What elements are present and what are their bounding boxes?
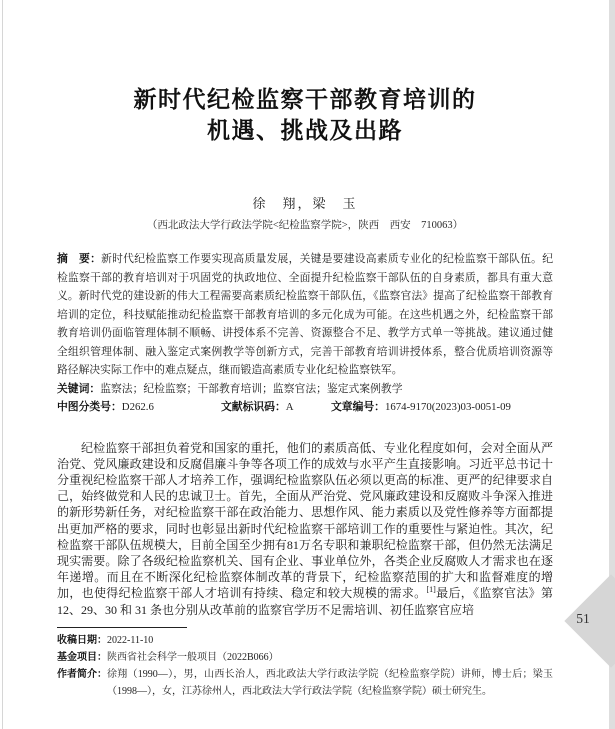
clc-value: D262.6 [121, 401, 154, 413]
author-bio-value: 徐翔（1990—），男，山西长治人，西北政法大学行政法学院（纪检监察学院）讲师，博士后；梁玉（1998—），女，江苏徐州人，西北政法大学行政法学院（纪检监察学院）硕士研究生。 [107, 668, 553, 697]
page-number: 51 [576, 611, 590, 626]
article-title [57, 84, 553, 146]
article-content [57, 0, 553, 700]
doc-code-label: 文献标识码： [221, 401, 286, 413]
fund-project-value: 陕西省社会科学一般项目（2022B066） [107, 651, 279, 663]
body-text-part1: 纪检监察干部担负着党和国家的重托，他们的素质高低、专业化程度如何，会对全面从严治党、党风廉政建设和反腐倡廉斗争等各项工作的成效与水平产生直接影响。习近平总书记十分重视纪检监察干部人才培养工作，强调纪检监察队伍必须以更高的标准、更严的纪律要求自己，始终做党和人民的忠诚卫士。首先，全面从严治党、党风廉政建设和反腐败斗争深入推进的新形势新任务，对纪检监察干部在政治能力、思想作风、能力素质以及党性修养等方面都提出更加严格的要求，同时也彰显出新时代纪检监察干部培训工作的重要性与紧迫性。其次，纪检监察干部队伍规模大，目前全国至少拥有81万名专职和兼职纪检监察干部，但仍然无法满足现实需要。除了各级纪检监察机关、国有企业、事业单位外，各类企业反腐败人才需求也在逐年递增。而且在不断深化纪检监察体制改革的背景下，纪检监察范围的扩大和监督难度的增加，也使得纪检监察干部人才培训有持续、稳定和较大规模的需求。 [57, 440, 553, 601]
article-title-line1: 新时代纪检监察干部教育培训的 [133, 87, 477, 112]
article-authors: 徐 翔，梁 玉 [252, 196, 358, 211]
scan-left-edge [2, 0, 3, 729]
abstract-label: 摘 要： [57, 253, 102, 265]
body-paragraph [57, 440, 553, 618]
clc-group [57, 398, 221, 417]
meta-row [57, 398, 553, 417]
received-date-value: 2022-11-10 [107, 634, 154, 646]
article-affiliation: （西北政法大学行政法学院<纪检监察学院>，陕西 西安 710063） [146, 220, 464, 231]
abstract-block [57, 250, 553, 417]
article-title-line2: 机遇、挑战及出路 [207, 118, 403, 143]
article-id-label: 文章编号： [331, 401, 385, 413]
fund-project-label: 基金项目： [57, 651, 107, 663]
received-date-row [57, 632, 553, 649]
article-id-group [331, 398, 553, 417]
footnotes-block [57, 627, 553, 700]
author-bio-row [57, 666, 553, 700]
body-text-part2: 最后，《监察官法》第 12、29、30 和 31 条也分别从改革前的监察官学历不足需培训、初任监察官应培 [57, 586, 553, 617]
clc-label: 中图分类号： [57, 401, 122, 413]
keywords-text: 监察法；纪检监察；干部教育培训；监察官法；鉴定式案例教学 [100, 382, 403, 395]
abstract-paragraph [57, 250, 553, 380]
doc-code-value: A [285, 401, 294, 413]
fund-project-row [57, 649, 553, 666]
keywords-line [57, 380, 553, 399]
keywords-label: 关键词： [57, 382, 101, 395]
doc-code-group [221, 398, 331, 417]
author-bio-label: 作者简介： [57, 668, 107, 680]
footnote-divider [57, 627, 187, 628]
abstract-text: 新时代纪检监察工作要实现高质量发展，关键是要建设高素质专业化的纪检监察干部队伍。纪检监察干部的教育培训对于巩固党的执政地位、全面提升纪检监察干部队伍的自身素质，都具有重大意义。新时代党的建设新的伟大工程需要高素质纪检监察干部队伍，《监察官法》提高了纪检监察干部教育培训的定位，科技赋能推动纪检监察干部教育培训的多元化成为可能。在这些机遇之外，纪检监察干部教育培训仍面临管理体制不顺畅、讲授体系不完善、资源整合不足、教学方式单一等挑战。建议通过健全组织管理体制、融入鉴定式案例教学等创新方式，完善干部教育培训讲授体系，整合优质培训资源等路径解决实际工作中的难点疑点，继而锻造高素质专业化纪检监察铁军。 [57, 253, 553, 376]
citation-ref-1: [1] [426, 585, 436, 595]
received-date-label: 收稿日期： [57, 634, 107, 646]
article-id-value: 1674-9170(2023)03-0051-09 [384, 401, 511, 413]
